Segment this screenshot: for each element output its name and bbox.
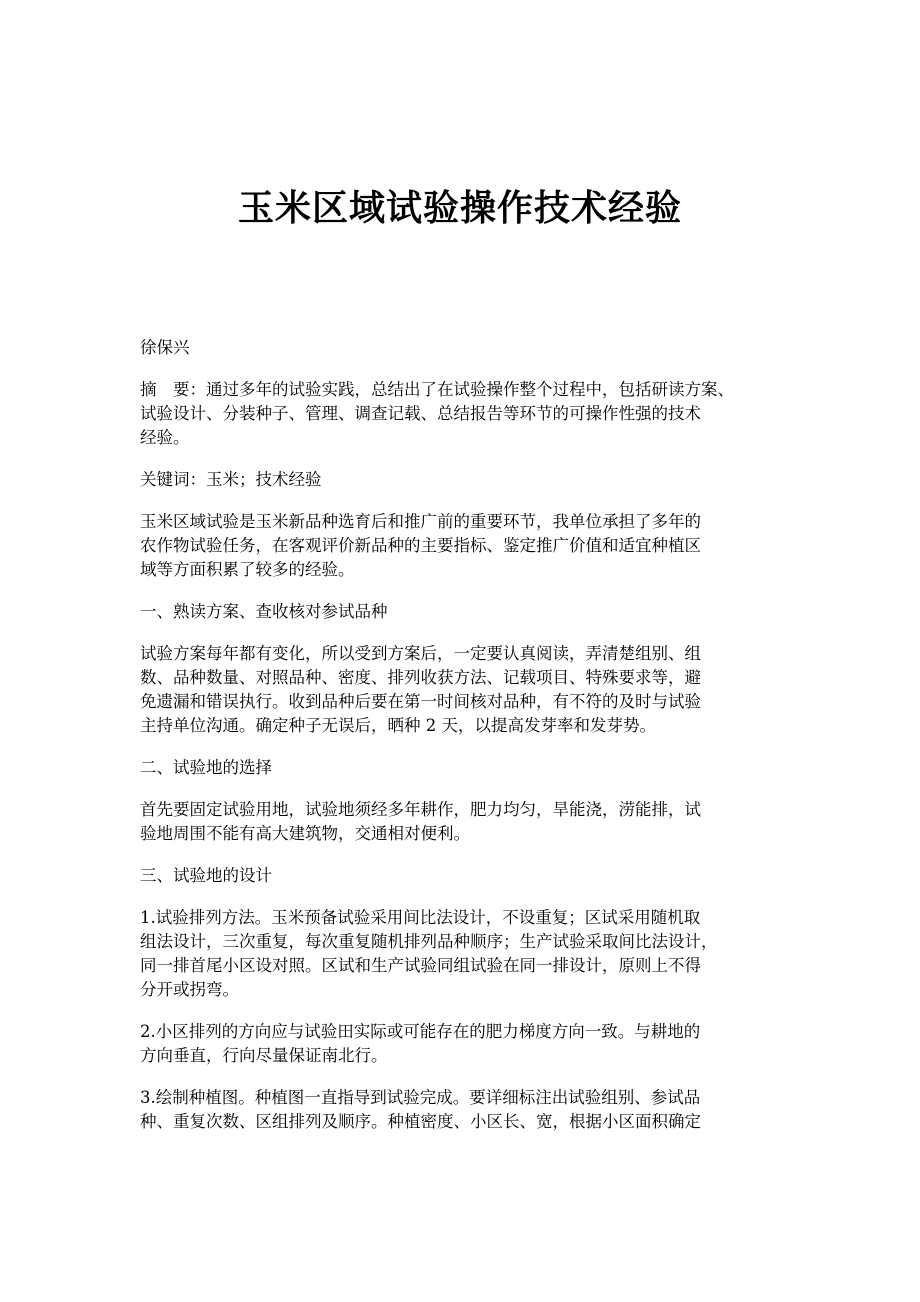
- paragraph-line: 验地周围不能有高大建筑物，交通相对便利。: [140, 824, 470, 843]
- author-name: [140, 336, 780, 360]
- paragraph-line: 方向垂直，行向尽量保证南北行。: [140, 1046, 388, 1065]
- paragraph-line: 摘 要：通过多年的试验实践，总结出了在试验操作整个过程中，包括研读方案、: [140, 380, 734, 399]
- paragraph-line: 3.绘制种植图。种植图一直指导到试验完成。要详细标注出试验组别、参试品: [140, 1088, 701, 1107]
- paragraph-section-3-item-3: [140, 1086, 780, 1134]
- paragraph-line: 首先要固定试验用地，试验地须经多年耕作，肥力均匀，旱能浇，涝能排，试: [140, 800, 701, 819]
- paragraph-line: 试验方案每年都有变化，所以受到方案后，一定要认真阅读，弄清楚组别、组: [140, 644, 701, 663]
- paragraph-line: 关键词：玉米；技术经验: [140, 470, 322, 489]
- paragraph-abstract: [140, 378, 780, 450]
- paragraph-line: 组法设计，三次重复，每次重复随机排列品种顺序；生产试验采取间比法设计，: [140, 932, 718, 951]
- paragraph-line: 三、试验地的设计: [140, 866, 272, 885]
- paragraph-line: 主持单位沟通。确定种子无误后，晒种 2 天，以提高发芽率和发芽势。: [140, 716, 656, 735]
- paragraph-section-3-item-1: [140, 906, 780, 1002]
- paragraph-intro: [140, 510, 780, 582]
- paragraph-line: 农作物试验任务，在客观评价新品种的主要指标、鉴定推广价值和适宜种植区: [140, 536, 701, 555]
- paragraph-line: 试验设计、分装种子、管理、调查记载、总结报告等环节的可操作性强的技术: [140, 404, 701, 423]
- paragraph-line: 玉米区域试验是玉米新品种选育后和推广前的重要环节，我单位承担了多年的: [140, 512, 701, 531]
- paragraph-section-3-item-2: [140, 1020, 780, 1068]
- paragraph-line: 2.小区排列的方向应与试验田实际或可能存在的肥力梯度方向一致。与耕地的: [140, 1022, 701, 1041]
- paragraph-line: 一、熟读方案、查收核对参试品种: [140, 602, 388, 621]
- paragraph-line: 二、试验地的选择: [140, 758, 272, 777]
- document-body: [140, 336, 780, 1152]
- paragraph-line: 数、品种数量、对照品种、密度、排列收获方法、记载项目、特殊要求等，避: [140, 668, 701, 687]
- paragraph-section-2-body: [140, 798, 780, 846]
- author-line: 徐保兴: [140, 338, 190, 357]
- paragraph-section-1-body: [140, 642, 780, 738]
- paragraph-section-3-heading: [140, 864, 780, 888]
- paragraph-section-2-heading: [140, 756, 780, 780]
- paragraph-line: 域等方面积累了较多的经验。: [140, 560, 355, 579]
- paragraph-line: 1.试验排列方法。玉米预备试验采用间比法设计，不设重复；区试采用随机取: [140, 908, 701, 927]
- paragraph-line: 免遗漏和错误执行。收到品种后要在第一时间核对品种，有不符的及时与试验: [140, 692, 701, 711]
- paragraph-section-1-heading: [140, 600, 780, 624]
- paragraph-keywords: [140, 468, 780, 492]
- paragraph-line: 同一排首尾小区设对照。区试和生产试验同组试验在同一排设计，原则上不得: [140, 956, 701, 975]
- paragraph-line: 经验。: [140, 428, 190, 447]
- paragraph-line: 分开或拐弯。: [140, 980, 239, 999]
- paragraph-list: [140, 378, 780, 1134]
- document-title: 玉米区域试验操作技术经验: [237, 187, 682, 229]
- paragraph-line: 种、重复次数、区组排列及顺序。种植密度、小区长、宽，根据小区面积确定: [140, 1112, 701, 1131]
